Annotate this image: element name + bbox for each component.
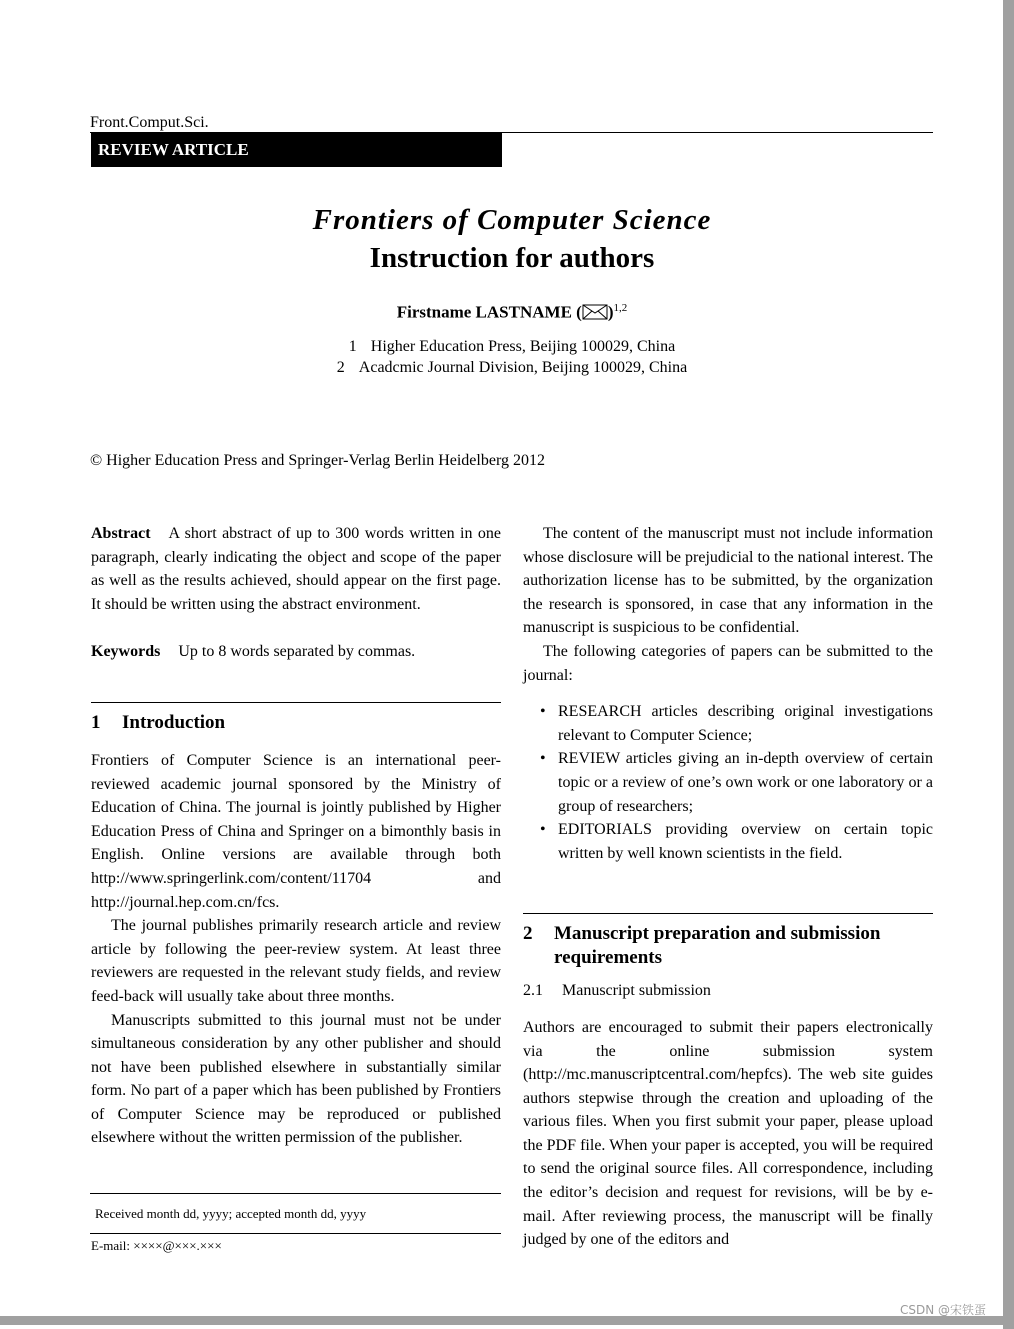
paragraph: The journal publishes primarily research article and review article by following the peer-review system. At least three reviewers are requested in the relevant study fields, and review feed-back will usually take about three months. — [91, 917, 501, 1005]
author-name: Firstname LASTNAME — [396, 302, 572, 322]
right-column — [523, 522, 933, 1252]
footnote-rule — [90, 1233, 501, 1234]
affiliation-marks: 1,2 — [613, 302, 628, 314]
vertical-scrollbar[interactable] — [1003, 0, 1014, 1329]
section-heading-1 — [91, 711, 501, 735]
abstract — [91, 522, 501, 616]
section-rule — [91, 702, 501, 703]
section-number: 1 — [91, 711, 101, 733]
list-item: • EDITORIALS providing overview on certain topic written by well known scientists in the field. — [523, 818, 933, 865]
bullet-icon: • — [540, 750, 546, 768]
bullet-icon: • — [540, 703, 546, 721]
abstract-label: Abstract — [91, 525, 151, 542]
watermark: CSDN @宋铁蛋 — [900, 1303, 987, 1317]
section-rule — [523, 913, 933, 914]
affiliation-2 — [0, 359, 1014, 377]
horizontal-scrollbar[interactable] — [0, 1316, 1014, 1325]
section-heading-2 — [523, 922, 933, 970]
affiliation-number: 1 — [348, 338, 357, 355]
journal-abbreviation: Front.Comput.Sci. — [90, 114, 209, 131]
section-title: Introduction — [122, 711, 226, 733]
affiliation-number: 2 — [336, 359, 345, 376]
bullet-icon: • — [540, 821, 546, 839]
affiliation-text: Acadcmic Journal Division, Beijing 100029, China — [358, 359, 688, 376]
paragraph: Frontiers of Computer Science is an international peer-reviewed academic journal sponsored by the Ministry of Education of China. The journal is jointly published by Higher Education Press of China and Springer on a bimonthly basis in English. Online versions are available through both http://www.springerlink.com/content/11704 and http://journal.hep.com.cn/fcs. — [91, 751, 501, 911]
category-list — [523, 700, 933, 865]
copyright-notice: © Higher Education Press and Springer-Verlag Berlin Heidelberg 2012 — [90, 452, 545, 469]
section-number: 2 — [523, 923, 533, 945]
affiliation-text: Higher Education Press, Beijing 100029, China — [370, 338, 676, 355]
subsection-number: 2.1 — [523, 982, 543, 1000]
subsection-title: Manuscript submission — [562, 982, 711, 1000]
email-footnote: E-mail: ××××@×××.××× — [91, 1238, 222, 1253]
paragraph: The following categories of papers can be submitted to the journal: — [523, 642, 933, 684]
keywords-text: Up to 8 words separated by commas. — [178, 643, 416, 661]
open-paren: ( — [576, 302, 582, 322]
article-type-banner: REVIEW ARTICLE — [91, 133, 502, 167]
received-dates: Received month dd, yyyy; accepted month dd, yyyy — [95, 1206, 367, 1221]
affiliation-1 — [0, 338, 1014, 356]
list-item: • RESEARCH articles describing original investigations relevant to Computer Science; — [523, 700, 933, 747]
subsection-heading-2-1 — [523, 979, 933, 1003]
section-title: Manuscript preparation and submission requirements — [554, 923, 881, 969]
list-item: • REVIEW articles giving an in-depth overview of certain topic or a review of one’s own work or one laboratory or a group of researchers; — [523, 747, 933, 818]
left-column — [91, 522, 501, 1150]
author-line — [0, 302, 1014, 325]
footnote-rule — [90, 1193, 501, 1194]
paragraph: Authors are encouraged to submit their papers electronically via the online submission system (http://mc.manuscriptcentral.com/hepfcs). The web site guides authors stepwise through the creation and uploading of the various files. When you first submit your paper, please upload the PDF file. When your paper is accepted, you will be required to send the original source files. All correspondence, including the editor’s decision and request for revisions, will be by e-mail. After reviewing process, the manuscript will be finally judged by one of the editors and — [523, 1018, 933, 1249]
journal-title: Frontiers of Computer Science — [312, 204, 712, 236]
paragraph: The content of the manuscript must not include information whose disclosure will be prejudicial to the national interest. The authorization license has to be submitted, by the organization the research is sponsored, in case that any information in the manuscript is suspicious to be confidential. — [523, 525, 933, 637]
close-paren: ) — [607, 302, 614, 322]
keywords-label: Keywords — [91, 643, 161, 661]
paragraph: Manuscripts submitted to this journal must not be under simultaneous consideration by any other publisher and should not have been published elsewhere in substantially similar form. No part of a paper which has been published by Frontiers of Computer Science may be reproduced or published elsewhere without the written permission of the publisher. — [91, 1011, 501, 1147]
page-title: Instruction for authors — [369, 242, 655, 274]
abstract-text: A short abstract of up to 300 words written in one paragraph, clearly indicating the object and scope of the paper as well as the results achieved, should appear on the first page. It should be written using the abstract environment. — [91, 525, 501, 613]
envelope-icon — [582, 304, 608, 325]
keywords — [91, 640, 501, 664]
